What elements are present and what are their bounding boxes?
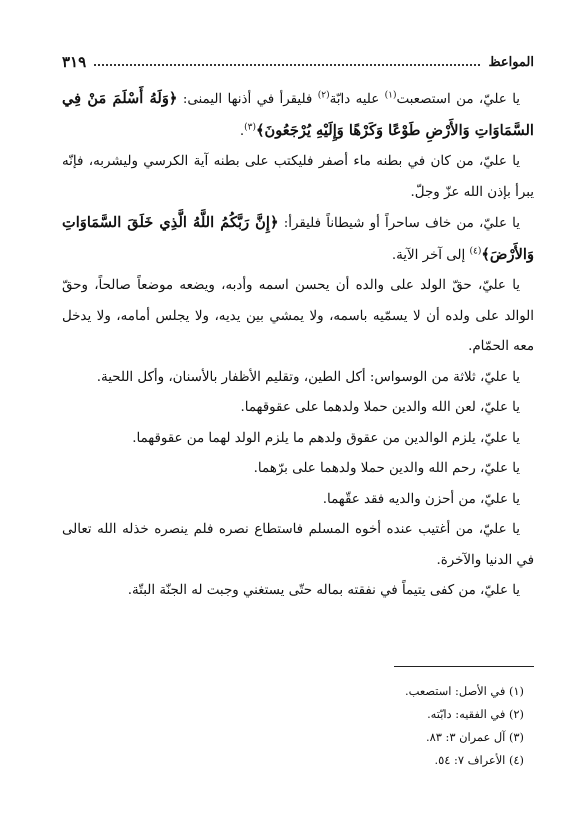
- paragraph-1-text-2: عليه دابّة: [329, 92, 385, 107]
- running-header: [62, 48, 534, 72]
- footnote-3: (٣) آل عمران ٣: ٨٣.: [426, 730, 524, 744]
- paragraph-1-text-3: فليقرأ في أذنها اليمنى:: [177, 92, 318, 107]
- footnote-1: (١) في الأصل: استصعب.: [405, 684, 524, 698]
- paragraph-3-text-2: إلى آخر الآية.: [391, 247, 470, 263]
- footnote-ref-2: (٢): [317, 90, 330, 101]
- paragraph-11: يا عليّ، من كفى يتيماً في نفقته بماله حتّى يستغني وجبت له الجنّة البتّة.: [127, 583, 520, 598]
- paragraph-8: يا عليّ، رحم الله والدين حملا ولدهما على برّهما.: [253, 461, 520, 476]
- paragraph-3: [62, 208, 534, 271]
- footnote-ref-1: (١): [384, 90, 397, 101]
- footnote-2: (٢) في الفقيه: دابّته.: [427, 707, 524, 721]
- leader-dots: [94, 63, 480, 66]
- footnote-separator: [394, 666, 534, 667]
- paragraph-5: يا عليّ، ثلاثة من الوسواس: أكل الطين، وتقليم الأظفار بالأسنان، وأكل اللحية.: [96, 369, 520, 385]
- footnote-ref-4: (٤): [469, 246, 482, 257]
- paragraph-1-text: يا عليّ، من استصعبت: [396, 92, 520, 107]
- paragraph-6: يا عليّ، لعن الله والدين حملا ولدهما على عقوقهما.: [240, 400, 520, 415]
- quran-verse-1: ﴿وَلَهُ أَسْلَمَ مَنْ فِي السَّمَاوَاتِ وَالأَرْضِ طَوْعًا وَكَرْهًا وَإِلَيْهِ يُرْجَعُونَ﴾: [62, 90, 534, 139]
- footnote-ref-3: (٣): [244, 122, 256, 133]
- quran-verse-2: ﴿إِنَّ رَبَّكُمُ اللَّهُ الَّذِي خَلَقَ السَّمَاوَاتِ وَالأَرْضَ﴾: [62, 214, 534, 263]
- page-number: ٣١٩: [62, 53, 87, 71]
- paragraph-10: يا عليّ، من أغتيب عنده أخوه المسلم فاستطاع نصره فلم ينصره خذله الله تعالى في الدنيا والآخرة.: [62, 522, 534, 568]
- paragraph-2: يا عليّ، من كان في بطنه ماء أصفر فليكتب على بطنه آية الكرسي وليشربه، فإنّه يبرأ بإذن الله عزّ وجلّ.: [62, 154, 534, 200]
- paragraph-7: يا عليّ، يلزم الوالدين من عقوق ولدهم ما يلزم الولد لهما من عقوقهما.: [132, 430, 520, 446]
- paragraph-1-end: .: [239, 123, 245, 139]
- footnote-4: (٤) الأعراف ٧: ٥٤.: [434, 753, 524, 767]
- main-text: [62, 84, 534, 607]
- paragraph-1: [62, 84, 534, 147]
- paragraph-4: يا عليّ، حقّ الولد على والده أن يحسن اسمه وأدبه، ويضعه موضعاً صالحاً، وحقّ الوالد على ولده أن لا يسمّيه باسمه، ولا يمشي بين يديه، ولا يجلس أمامه، ولا يدخل معه الحمّام.: [62, 278, 534, 354]
- chapter-title: المواعظ: [488, 55, 534, 70]
- paragraph-3-text: يا عليّ، من خاف ساحراً أو شيطاناً فليقرأ:: [278, 216, 520, 231]
- footnotes: [234, 680, 534, 772]
- paragraph-9: يا عليّ، من أحزن والديه فقد عقّهما.: [322, 491, 520, 507]
